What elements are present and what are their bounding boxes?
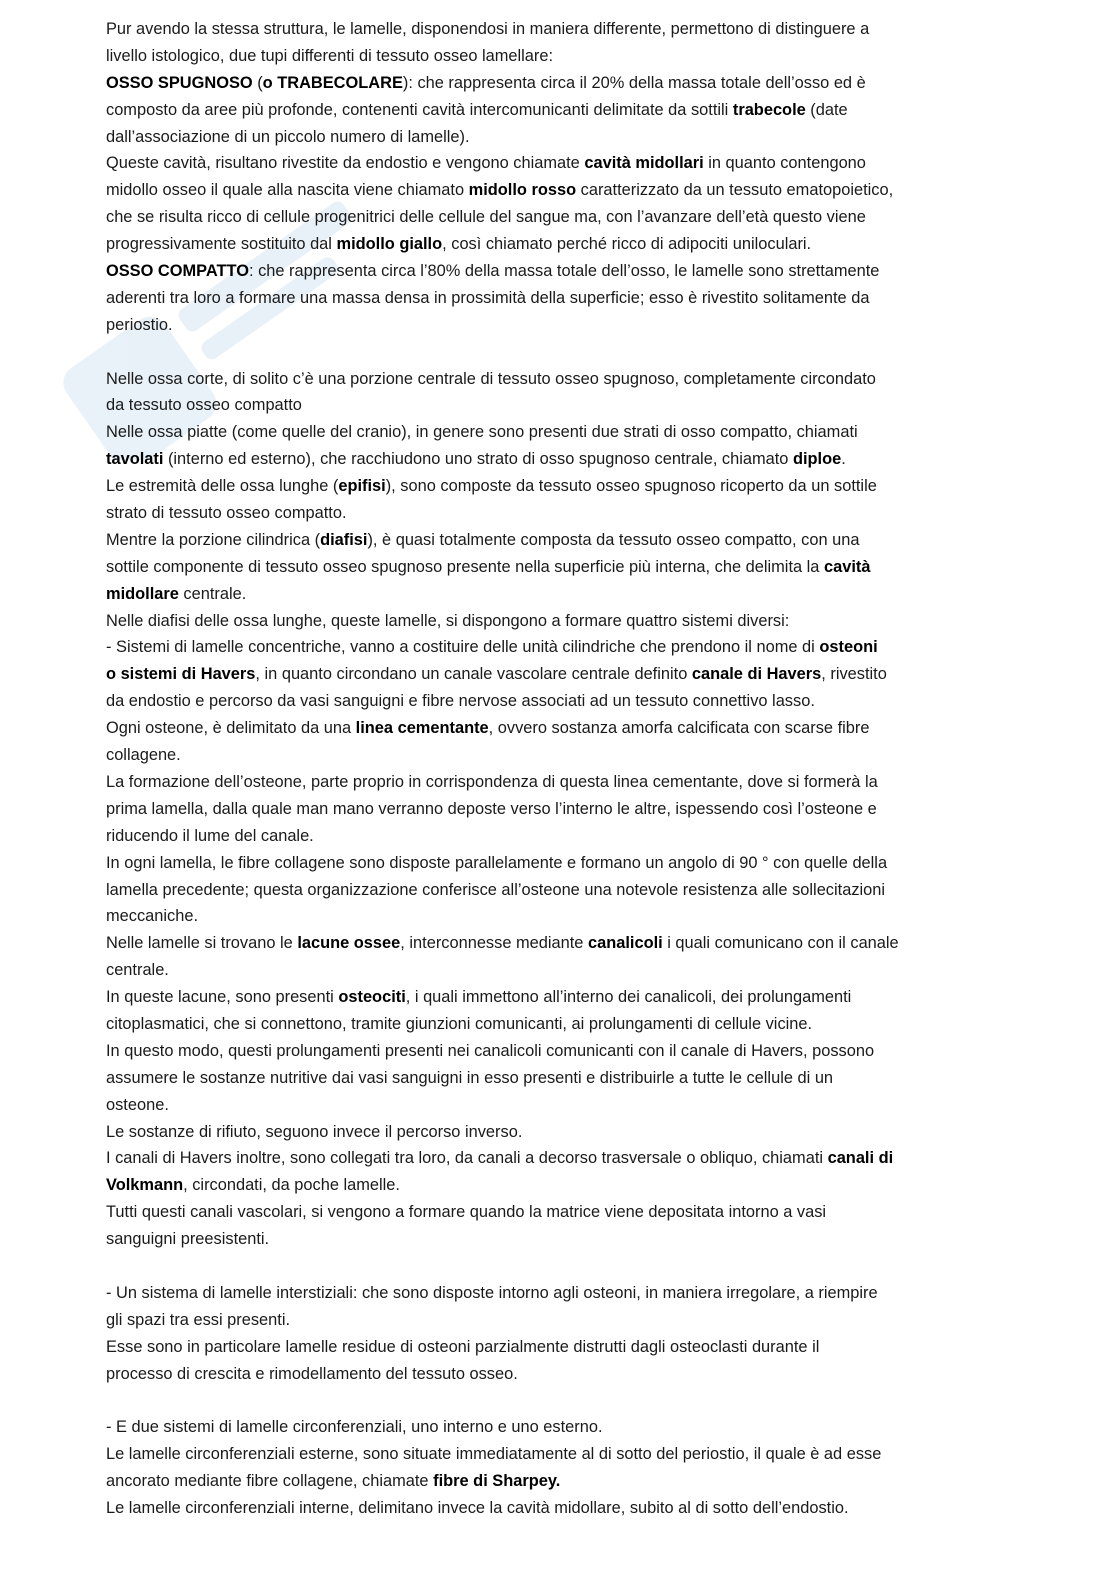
text-run: Le lamelle circonferenziali esterne, sono situate immediatamente al di sotto del periostio, il quale è ad esse: [106, 1445, 882, 1464]
text-line: [106, 446, 1006, 473]
text-run: : che rappresenta circa l’80% della massa totale dell’osso, le lamelle sono strettamente: [248, 262, 880, 281]
text-run: da endostio e percorso da vasi sanguigni e fibre nervose associati ad un tessuto connettivo lasso.: [106, 692, 815, 711]
paragraph: [106, 1119, 1006, 1146]
text-line: [106, 392, 1006, 419]
text-line: [106, 796, 1006, 823]
paragraph: [106, 930, 1006, 984]
text-run: osteone.: [106, 1095, 169, 1114]
text-line: [106, 1334, 1006, 1361]
text-run: prima lamella, dalla quale man mano verranno deposte verso l’interno le altre, ispessendo così l’osteone e: [106, 799, 877, 818]
text-line: [106, 688, 1006, 715]
paragraph: [106, 634, 1006, 715]
text-run: In ogni lamella, le fibre collagene sono disposte parallelamente e formano un angolo di 90 ° con quelle della: [106, 853, 888, 872]
text-line: [106, 1468, 1006, 1495]
text-run: , così chiamato perché ricco di adipociti uniloculari.: [442, 235, 812, 254]
text-line: [106, 1011, 1006, 1038]
text-line: [106, 312, 1006, 339]
text-run: composto da aree più profonde, contenenti cavità intercomunicanti delimitate da sottili: [106, 100, 733, 119]
text-run: lamella precedente; questa organizzazione conferisce all’osteone una notevole resistenza alle sollecitazioni: [106, 880, 886, 899]
text-line: [106, 608, 1006, 635]
bold-term: lacune ossee: [297, 934, 401, 953]
text-run: progressivamente sostituito dal: [106, 235, 337, 254]
text-run: midollo osseo il quale alla nascita viene chiamato: [106, 181, 469, 200]
bold-term: midollo rosso: [468, 181, 577, 200]
paragraph: [106, 1441, 1006, 1495]
text-line: [106, 1361, 1006, 1388]
paragraph: [106, 608, 1006, 635]
text-run: meccaniche.: [106, 907, 199, 926]
bold-term: canalicoli: [587, 934, 663, 953]
text-line: [106, 715, 1006, 742]
text-run: (interno ed esterno), che racchiudono uno strato di osso spugnoso centrale, chiamato: [163, 450, 793, 469]
text-run: Nelle ossa corte, di solito c’è una porzione centrale di tessuto osseo spugnoso, completamente circondato: [106, 369, 876, 388]
text-run: ancorato mediante fibre collagene, chiamate: [106, 1472, 434, 1491]
text-run: collagene.: [106, 746, 181, 765]
bold-term: Volkmann: [106, 1176, 184, 1195]
text-run: caratterizzato da un tessuto ematopoietico,: [576, 181, 894, 200]
bold-term: midollo giallo: [336, 235, 443, 254]
text-run: che se risulta ricco di cellule progenitrici delle cellule del sangue ma, con l’avanzare dell’età questo viene: [106, 208, 866, 227]
text-run: Nelle ossa piatte (come quelle del cranio), in genere sono presenti due strati di osso compatto, chiamati: [106, 423, 858, 442]
text-line: [106, 43, 1006, 70]
text-run: dall’associazione di un piccolo numero di lamelle).: [106, 127, 470, 146]
bold-term: osteoni: [819, 638, 878, 657]
text-run: , in quanto circondano un canale vascolare centrale definito: [255, 665, 692, 684]
paragraph: [106, 16, 1006, 70]
text-run: sottile componente di tessuto osseo spugnoso presente nella superficie più interna, che delimita la: [106, 557, 824, 576]
paragraph: [106, 1334, 1006, 1388]
text-run: strato di tessuto osseo compatto.: [106, 504, 347, 523]
paragraph: [106, 70, 1006, 151]
text-line: [106, 1119, 1006, 1146]
paragraph: [106, 473, 1006, 527]
text-line: [106, 823, 1006, 850]
text-run: , interconnesse mediante: [400, 934, 588, 953]
text-line: [106, 1172, 1006, 1199]
paragraph: [106, 366, 1006, 420]
text-line: [106, 1145, 1006, 1172]
text-run: Nelle lamelle si trovano le: [106, 934, 298, 953]
bold-term: cavità: [823, 557, 871, 576]
text-line: [106, 1414, 1006, 1441]
text-run: - Un sistema di lamelle interstiziali: che sono disposte intorno agli osteoni, in maniera irregolare, a riempire: [106, 1283, 878, 1302]
text-run: (date: [805, 100, 848, 119]
bold-term: osteociti: [338, 988, 406, 1007]
text-line: [106, 930, 1006, 957]
text-line: [106, 285, 1006, 312]
text-run: , i quali immettono all’interno dei canalicoli, dei prolungamenti: [405, 988, 852, 1007]
text-line: [106, 231, 1006, 258]
text-run: centrale.: [178, 584, 247, 603]
text-line: [106, 957, 1006, 984]
text-run: Esse sono in particolare lamelle residue di osteoni parzialmente distrutti dagli osteoclasti durante il: [106, 1337, 820, 1356]
text-run: La formazione dell’osteone, parte proprio in corrispondenza di questa linea cementante, dove si formerà la: [106, 772, 878, 791]
text-line: [106, 527, 1006, 554]
text-line: [106, 769, 1006, 796]
paragraph: [106, 1280, 1006, 1334]
bold-term: epifisi: [338, 477, 386, 496]
text-run: - Sistemi di lamelle concentriche, vanno a costituire delle unità cilindriche che prendono il nome di: [106, 638, 820, 657]
blank-line: [106, 1387, 1006, 1414]
text-line: [106, 661, 1006, 688]
text-line: [106, 554, 1006, 581]
paragraph: [106, 527, 1006, 608]
text-line: [106, 1441, 1006, 1468]
text-line: [106, 984, 1006, 1011]
bold-term: canali di: [827, 1149, 894, 1168]
text-line: [106, 97, 1006, 124]
bold-term: diafisi: [320, 530, 368, 549]
text-run: Mentre la porzione cilindrica (: [106, 530, 321, 549]
text-run: riducendo il lume del canale.: [106, 826, 314, 845]
text-line: [106, 1092, 1006, 1119]
paragraph: [106, 1199, 1006, 1253]
text-line: [106, 1307, 1006, 1334]
text-line: [106, 742, 1006, 769]
paragraph: [106, 769, 1006, 850]
paragraph: [106, 850, 1006, 931]
text-run: Ogni osteone, è delimitato da una: [106, 719, 356, 738]
text-run: Nelle diafisi delle ossa lunghe, queste lamelle, si dispongono a formare quattro sistemi diversi:: [106, 611, 790, 630]
text-line: [106, 124, 1006, 151]
text-run: Queste cavità, risultano rivestite da endostio e vengono chiamate: [106, 154, 585, 173]
paragraph: [106, 1038, 1006, 1119]
paragraph: [106, 715, 1006, 769]
text-line: [106, 16, 1006, 43]
bold-term: o sistemi di Havers: [106, 665, 256, 684]
blank-line: [106, 339, 1006, 366]
text-line: [106, 473, 1006, 500]
text-run: i quali comunicano con il canale: [662, 934, 899, 953]
bold-term: canale di Havers: [691, 665, 822, 684]
paragraph: [106, 1495, 1006, 1522]
text-run: ), sono composte da tessuto osseo spugnoso ricoperto da un sottile: [385, 477, 877, 496]
text-run: periostio.: [106, 315, 173, 334]
paragraph: [106, 1145, 1006, 1199]
text-line: [106, 634, 1006, 661]
bold-term: o TRABECOLARE: [262, 73, 403, 92]
text-run: Pur avendo la stessa struttura, le lamelle, disponendosi in maniera differente, permettono di distinguere a: [106, 20, 870, 38]
text-run: sanguigni preesistenti.: [106, 1230, 270, 1249]
text-line: [106, 500, 1006, 527]
text-line: [106, 258, 1006, 285]
bold-term: cavità midollari: [584, 154, 704, 173]
text-run: I canali di Havers inoltre, sono collegati tra loro, da canali a decorso trasversale o obliquo, chiamati: [106, 1149, 828, 1168]
paragraph: [106, 150, 1006, 258]
bold-term: OSSO COMPATTO: [106, 262, 249, 281]
bold-term: fibre di Sharpey.: [433, 1472, 561, 1491]
text-run: in quanto contengono: [703, 154, 866, 173]
text-run: livello istologico, due tupi differenti di tessuto osseo lamellare:: [106, 46, 554, 65]
text-line: [106, 419, 1006, 446]
bold-term: diploe: [792, 450, 842, 469]
text-run: centrale.: [106, 961, 169, 980]
text-run: assumere le sostanze nutritive dai vasi sanguigni in esso presenti e distribuirle a tutte le cellule di un: [106, 1068, 834, 1087]
text-line: [106, 1065, 1006, 1092]
text-line: [106, 1280, 1006, 1307]
text-line: [106, 903, 1006, 930]
paragraph: [106, 258, 1006, 339]
text-line: [106, 177, 1006, 204]
text-line: [106, 70, 1006, 97]
text-line: [106, 1495, 1006, 1522]
text-run: Le sostanze di rifiuto, seguono invece il percorso inverso.: [106, 1122, 523, 1141]
text-run: Tutti questi canali vascolari, si vengono a formare quando la matrice viene depositata intorno a vasi: [106, 1203, 827, 1222]
text-run: Le estremità delle ossa lunghe (: [106, 477, 339, 496]
text-run: .: [841, 450, 846, 469]
text-run: ): che rappresenta circa il 20% della massa totale dell’osso ed è: [402, 73, 866, 92]
bold-term: midollare: [106, 584, 179, 603]
text-line: [106, 581, 1006, 608]
bold-term: OSSO SPUGNOSO: [106, 73, 253, 92]
text-line: [106, 366, 1006, 393]
text-run: In questo modo, questi prolungamenti presenti nei canalicoli comunicanti con il canale di Havers, possono: [106, 1041, 875, 1060]
text-run: da tessuto osseo compatto: [106, 396, 302, 415]
text-run: citoplasmatici, che si connettono, tramite giunzioni comunicanti, ai prolungamenti di cellule vicine.: [106, 1014, 813, 1033]
text-run: aderenti tra loro a formare una massa densa in prossimità della superficie; esso è rivestito solitamente da: [106, 288, 870, 307]
text-run: , circondati, da poche lamelle.: [183, 1176, 400, 1195]
text-line: [106, 1226, 1006, 1253]
bold-term: linea cementante: [355, 719, 489, 738]
text-run: processo di crescita e rimodellamento del tessuto osseo.: [106, 1364, 518, 1383]
paragraph: [106, 1414, 1006, 1441]
bold-term: trabecole: [732, 100, 806, 119]
text-run: - E due sistemi di lamelle circonferenziali, uno interno e uno esterno.: [106, 1418, 603, 1437]
text-run: , rivestito: [821, 665, 887, 684]
document-body: [106, 16, 1006, 1522]
text-run: Le lamelle circonferenziali interne, delimitano invece la cavità midollare, subito al di sotto dell’endostio.: [106, 1498, 849, 1517]
text-line: [106, 1038, 1006, 1065]
text-line: [106, 150, 1006, 177]
text-line: [106, 850, 1006, 877]
paragraph: [106, 984, 1006, 1038]
text-line: [106, 877, 1006, 904]
bold-term: tavolati: [106, 450, 164, 469]
text-line: [106, 204, 1006, 231]
text-run: (: [252, 73, 263, 92]
text-line: [106, 1199, 1006, 1226]
text-run: , ovvero sostanza amorfa calcificata con scarse fibre: [488, 719, 870, 738]
paragraph: [106, 419, 1006, 473]
text-run: ), è quasi totalmente composta da tessuto osseo compatto, con una: [367, 530, 860, 549]
text-run: In queste lacune, sono presenti: [106, 988, 339, 1007]
blank-line: [106, 1253, 1006, 1280]
text-run: gli spazi tra essi presenti.: [106, 1310, 291, 1329]
